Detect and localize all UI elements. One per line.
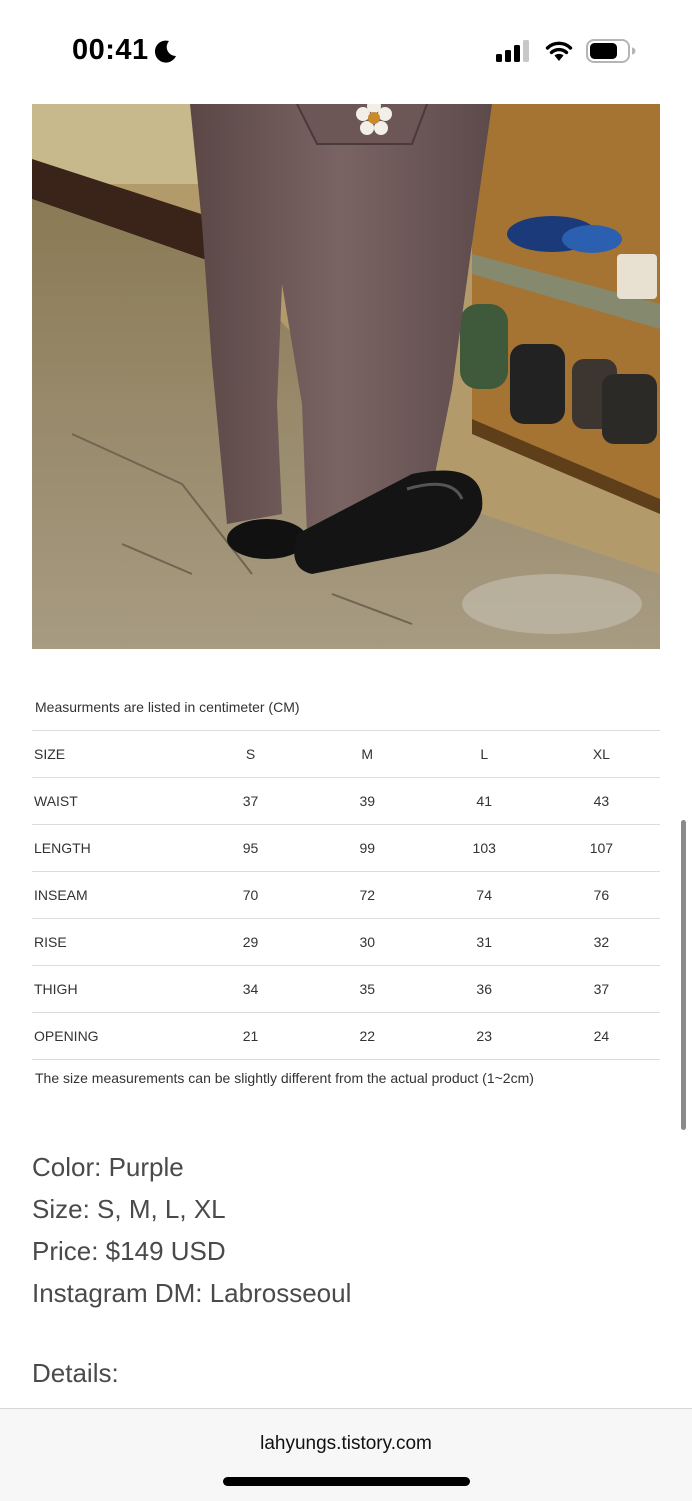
cell-value: 99 — [309, 825, 426, 872]
signal-icon — [496, 40, 532, 62]
cell-value: 24 — [543, 1013, 660, 1060]
cell-value: 43 — [543, 778, 660, 825]
cell-value: 23 — [426, 1013, 543, 1060]
cell-value: 29 — [192, 919, 309, 966]
header-size-s: S — [192, 731, 309, 778]
clock-text: 00:41 — [72, 34, 149, 66]
cell-value: 36 — [426, 966, 543, 1013]
size-chart-table — [32, 730, 660, 1060]
table-row — [32, 872, 660, 919]
cell-value: 34 — [192, 966, 309, 1013]
moon-icon — [153, 38, 179, 64]
row-label: RISE — [32, 919, 192, 966]
status-bar — [0, 0, 692, 100]
product-info — [32, 1146, 351, 1314]
table-row — [32, 778, 660, 825]
cell-value: 103 — [426, 825, 543, 872]
table-row — [32, 1013, 660, 1060]
table-header-row — [32, 731, 660, 778]
header-size-xl: XL — [543, 731, 660, 778]
row-label: WAIST — [32, 778, 192, 825]
header-size-m: M — [309, 731, 426, 778]
product-color: Color: Purple — [32, 1152, 184, 1182]
cell-value: 72 — [309, 872, 426, 919]
cell-value: 22 — [309, 1013, 426, 1060]
status-time — [72, 34, 179, 67]
table-row — [32, 825, 660, 872]
cell-value: 37 — [543, 966, 660, 1013]
cell-value: 39 — [309, 778, 426, 825]
battery-icon — [586, 39, 636, 63]
cell-value: 41 — [426, 778, 543, 825]
cell-value: 74 — [426, 872, 543, 919]
page-scrollbar[interactable] — [681, 820, 686, 1130]
product-photo — [32, 104, 660, 649]
details-heading: Details: — [32, 1358, 119, 1388]
browser-address-bar — [0, 1408, 692, 1501]
header-size-l: L — [426, 731, 543, 778]
cell-value: 70 — [192, 872, 309, 919]
product-sizes: Size: S, M, L, XL — [32, 1194, 226, 1224]
cell-value: 32 — [543, 919, 660, 966]
product-price: Price: $149 USD — [32, 1236, 226, 1266]
table-row — [32, 919, 660, 966]
cell-value: 21 — [192, 1013, 309, 1060]
measurement-unit-note: Measurments are listed in centimeter (CM) — [35, 699, 300, 715]
instagram-contact: Instagram DM: Labrosseoul — [32, 1278, 352, 1308]
cell-value: 35 — [309, 966, 426, 1013]
row-label: INSEAM — [32, 872, 192, 919]
row-label: THIGH — [32, 966, 192, 1013]
cell-value: 107 — [543, 825, 660, 872]
address-url[interactable]: lahyungs.tistory.com — [260, 1433, 432, 1454]
table-row — [32, 966, 660, 1013]
cell-value: 76 — [543, 872, 660, 919]
header-size-label: SIZE — [32, 731, 192, 778]
cell-value: 30 — [309, 919, 426, 966]
wifi-icon — [545, 40, 573, 62]
home-indicator[interactable] — [223, 1477, 470, 1486]
row-label: LENGTH — [32, 825, 192, 872]
cell-value: 95 — [192, 825, 309, 872]
cell-value: 31 — [426, 919, 543, 966]
row-label: OPENING — [32, 1013, 192, 1060]
size-disclaimer: The size measurements can be slightly different from the actual product (1~2cm) — [35, 1070, 534, 1086]
cell-value: 37 — [192, 778, 309, 825]
